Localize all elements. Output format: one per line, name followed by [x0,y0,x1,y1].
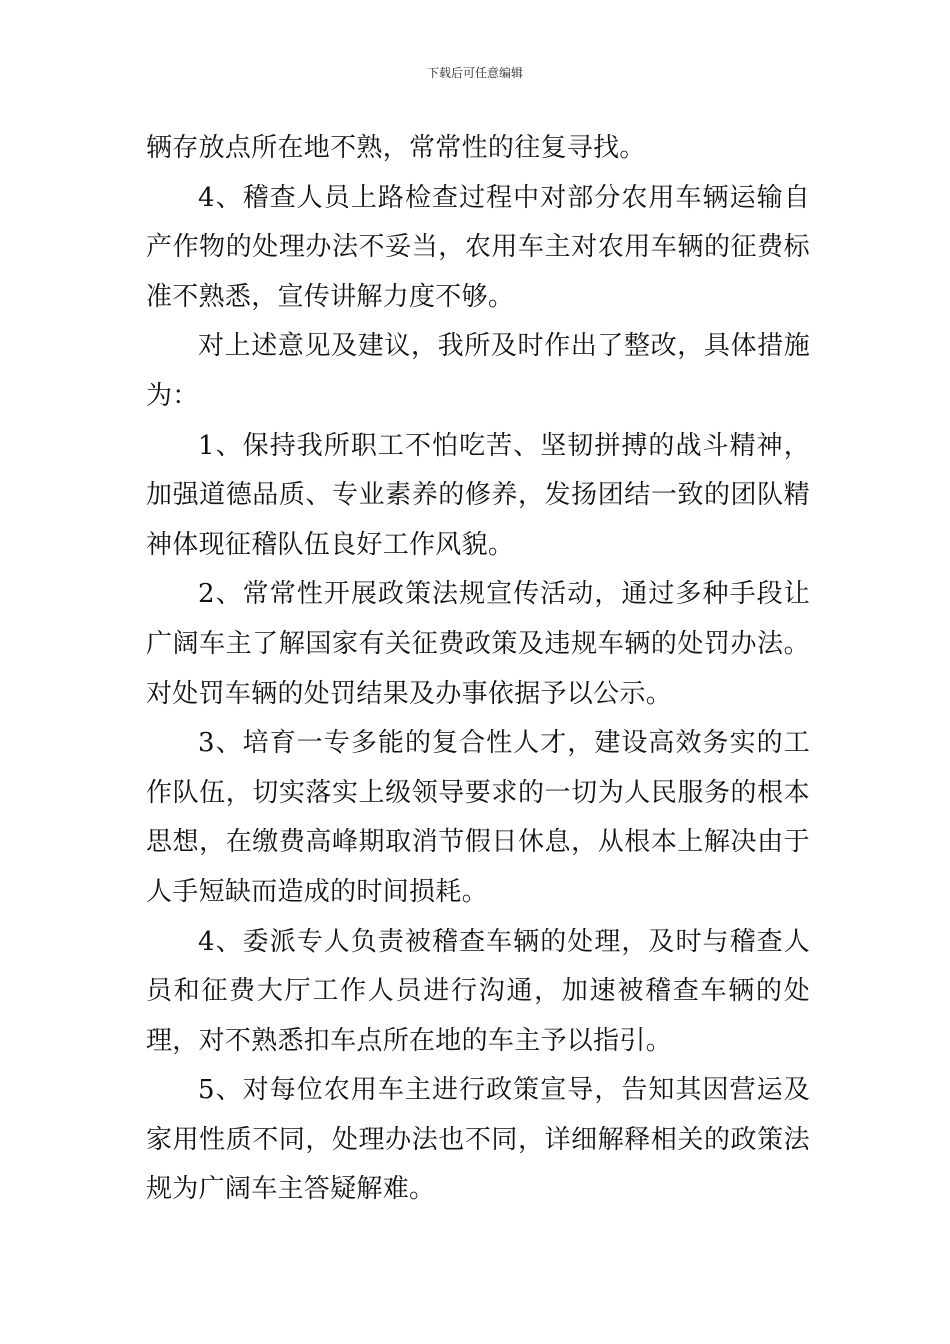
paragraph-measure-5: 5、对每位农用车主进行政策宣导，告知其因营运及家用性质不同，处理办法也不同，详细解释相关的政策法规为广阔车主答疑解难。 [146,1075,810,1205]
document-body [146,124,810,1215]
paragraph-issue-4: 4、稽查人员上路检查过程中对部分农用车辆运输自产作物的处理办法不妥当，农用车主对农用车辆的征费标准不熟悉，宣传讲解力度不够。 [146,182,810,312]
paragraph-measure-4: 4、委派专人负责被稽查车辆的处理，及时与稽查人员和征费大厅工作人员进行沟通，加速被稽查车辆的处理，对不熟悉扣车点所在地的车主予以指引。 [146,926,810,1056]
header-note: 下载后可任意编辑 [426,66,523,80]
paragraph-measure-1: 1、保持我所职工不怕吃苦、坚韧拼搏的战斗精神，加强道德品质、专业素养的修养，发扬团结一致的团队精神体现征稽队伍良好工作风貌。 [146,430,810,560]
paragraph-measures-intro: 对上述意见及建议，我所及时作出了整改，具体措施为： [146,331,810,411]
paragraph-measure-2: 2、常常性开展政策法规宣传活动，通过多种手段让广阔车主了解国家有关征费政策及违规车辆的处罚办法。对处罚车辆的处罚结果及办事依据予以公示。 [146,579,810,709]
paragraph-measure-3: 3、培育一专多能的复合性人才，建设高效务实的工作队伍，切实落实上级领导要求的一切为人民服务的根本思想，在缴费高峰期取消节假日休息，从根本上解决由于人手短缺而造成的时间损耗。 [146,728,810,907]
paragraph-continuation: 辆存放点所在地不熟，常常性的往复寻找。 [146,133,646,163]
